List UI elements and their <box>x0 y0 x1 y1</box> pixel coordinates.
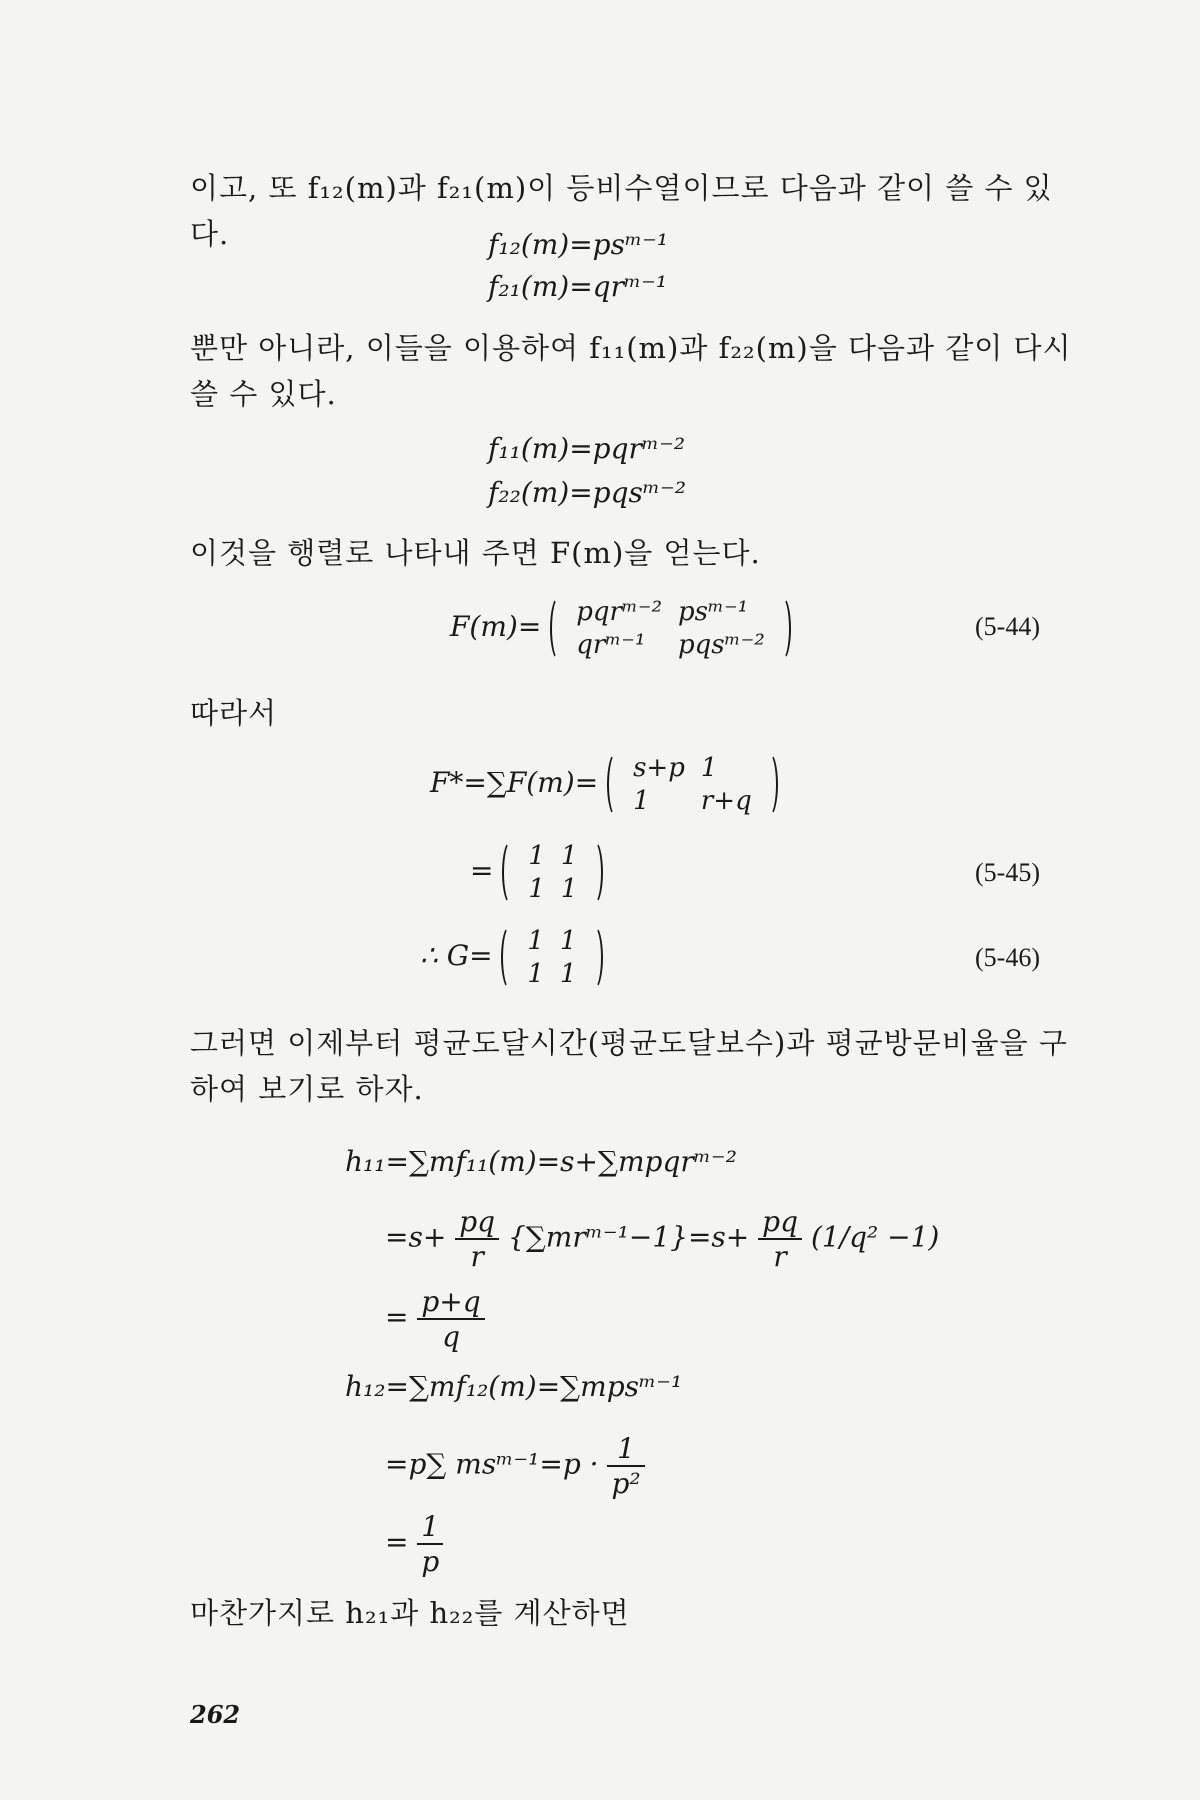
page-number: 262 <box>190 1700 241 1729</box>
matrix <box>550 596 791 661</box>
fraction-denominator: p <box>421 1545 440 1578</box>
paragraph-4: 따라서 <box>190 696 278 730</box>
matrix-cell: 1 <box>633 785 650 816</box>
paragraph-6: 마찬가지로 h₂₁과 h₂₂를 계산하면 <box>190 1596 630 1630</box>
matrix-cell: 1 <box>528 841 545 871</box>
equation-h11-line3: = $\frac{p+q}{q}$ <box>385 1285 485 1353</box>
equation-h12-line3: = $\frac{1}{p}$ <box>385 1510 443 1578</box>
fraction-numerator: 1 <box>417 1510 443 1545</box>
matrix-cell: 1 <box>700 753 718 783</box>
equation-lhs: = <box>470 854 494 887</box>
matrix-cell: 1 <box>528 873 545 904</box>
equation-number-5-45: (5-45) <box>975 858 1040 887</box>
equation-f21: f₂₁(m)=qrᵐ⁻¹ <box>488 270 668 303</box>
fraction <box>758 1205 802 1273</box>
equation-h12-line1: h₁₂=∑mf₁₂(m)=∑mpsᵐ⁻¹ <box>345 1370 683 1403</box>
equation-lhs: ∴ G= <box>420 939 493 972</box>
equation-5-44 <box>450 596 791 661</box>
matrix-cell: 1 <box>560 926 577 956</box>
matrix <box>501 925 602 990</box>
fraction <box>417 1285 484 1353</box>
matrix-cell: qrᵐ⁻¹ <box>576 629 646 660</box>
fraction-numerator: p+q <box>417 1285 484 1320</box>
equation-fstar <box>430 752 778 817</box>
equation-f12: f₁₂(m)=psᵐ⁻¹ <box>488 228 669 261</box>
matrix-cell: pqrᵐ⁻² <box>576 597 663 627</box>
equation-h11-line1: h₁₁=∑mf₁₁(m)=s+∑mpqrᵐ⁻² <box>345 1145 737 1178</box>
fraction <box>607 1432 644 1500</box>
matrix-cell: pqsᵐ⁻² <box>678 629 765 660</box>
matrix-cell: 1 <box>560 873 578 904</box>
fraction-denominator: r <box>470 1240 484 1273</box>
equation-part: {∑mrᵐ⁻¹−1}=s+ <box>507 1220 750 1254</box>
matrix-cell: s+p <box>633 753 685 783</box>
paragraph-5: 그러면 이제부터 평균도달시간(평균도달보수)과 평균방문비율을 구하여 보기로 하자. <box>190 1026 1068 1107</box>
matrix-cell: r+q <box>700 785 752 816</box>
fraction-denominator: r <box>773 1240 787 1273</box>
equation-number-5-44: (5-44) <box>975 612 1040 641</box>
fraction-numerator: 1 <box>607 1432 644 1467</box>
matrix-cell: 1 <box>560 841 578 871</box>
fraction-numerator: pq <box>455 1205 499 1240</box>
matrix <box>607 752 778 817</box>
equation-part: (1/q² −1) <box>810 1220 940 1254</box>
matrix-cell: 1 <box>527 958 544 989</box>
equation-f22: f₂₂(m)=pqsᵐ⁻² <box>488 476 687 509</box>
equation-lhs: F*=∑F(m)= <box>430 766 599 799</box>
fraction <box>455 1205 499 1273</box>
equation-lhs: F(m)= <box>450 610 542 643</box>
equation-h11-line2 <box>385 1205 939 1273</box>
paragraph-1: 이고, 또 f₁₂(m)과 f₂₁(m)이 등비수열이므로 다음과 같이 쓸 수 있다. <box>190 171 1053 252</box>
matrix-cell: psᵐ⁻¹ <box>678 597 749 627</box>
equation-5-45 <box>470 840 603 905</box>
fraction-denominator: q <box>442 1320 460 1353</box>
equation-h12-line2 <box>385 1432 645 1500</box>
matrix-cell: 1 <box>560 958 577 989</box>
fraction-denominator: p² <box>611 1467 641 1500</box>
matrix-cell: 1 <box>527 926 544 956</box>
equation-f11: f₁₁(m)=pqrᵐ⁻² <box>488 432 686 465</box>
equation-part: =s+ <box>385 1220 447 1254</box>
paragraph-3: 이것을 행렬로 나타내 주면 F(m)을 얻는다. <box>190 536 761 570</box>
equation-number-5-46: (5-46) <box>975 943 1040 972</box>
paragraph-2: 뿐만 아니라, 이들을 이용하여 f₁₁(m)과 f₂₂(m)을 다음과 같이 다시 쓸 수 있다. <box>190 331 1072 412</box>
matrix <box>502 840 603 905</box>
fraction <box>417 1510 443 1578</box>
fraction-numerator: pq <box>758 1205 802 1240</box>
equation-5-46 <box>420 925 603 990</box>
equation-part: =p∑ msᵐ⁻¹=p · <box>385 1447 608 1481</box>
